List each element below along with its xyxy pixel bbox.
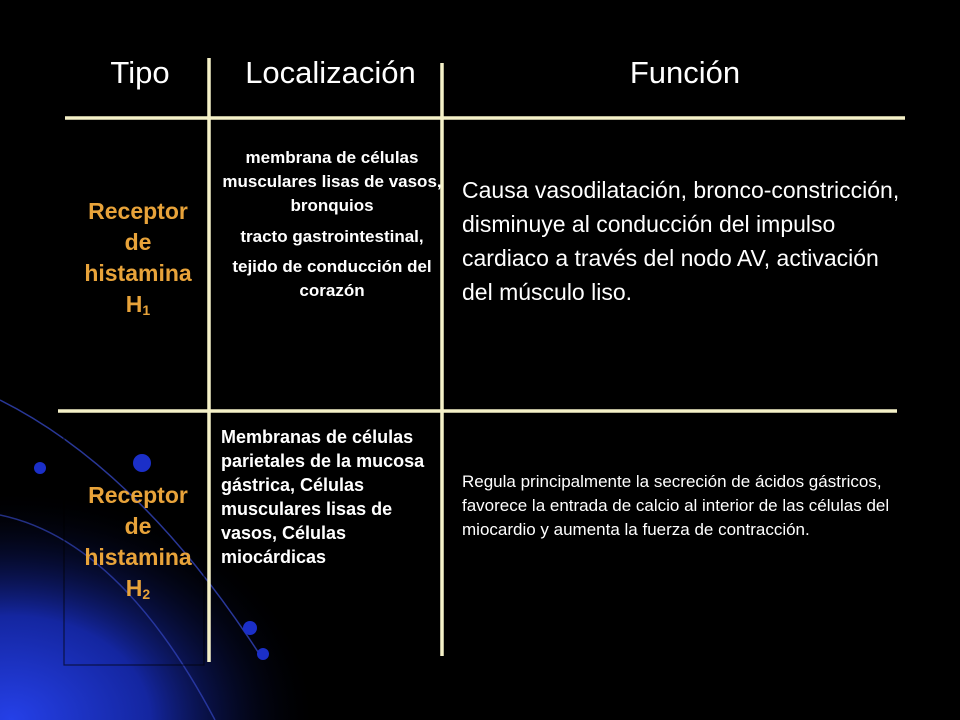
receptor-h2 (68, 480, 208, 610)
receptor-label: de (124, 513, 152, 539)
localizacion-h2: Membranas de células parietales de la mucosa gástrica, Células musculares lisas de vasos, Células miocárdicas (221, 427, 425, 567)
header-tipo: Tipo (110, 55, 170, 90)
header-localizacion: Localización (245, 55, 416, 90)
funcion-h2: Regula principalmente la secreción de ácidos gástricos, favorece la entrada de calcio al interior de las células del miocardio y aumenta la fuerza de contracción. (462, 472, 890, 539)
localizacion-item: tracto gastrointestinal, (240, 227, 424, 246)
funcion-h1: Causa vasodilatación, bronco-constricción, disminuye al conducción del impulso cardiaco a través del nodo AV, activación del músculo liso. (462, 177, 900, 305)
localizacion-item: membrana de células musculares lisas de vasos, bronquios (222, 148, 442, 215)
receptor-label: Receptor (88, 198, 188, 224)
receptor-subtype (68, 573, 208, 610)
receptor-label: de (124, 229, 152, 255)
receptor-label: histamina (84, 260, 192, 286)
receptor-label: Receptor (88, 482, 188, 508)
receptor-subtype (68, 289, 208, 326)
subtype-number: 1 (142, 302, 151, 318)
localizacion-h1 (214, 146, 450, 303)
header-funcion: Función (629, 55, 741, 90)
receptor-label: histamina (84, 544, 192, 570)
subtype-letter: H (125, 575, 143, 601)
subtype-number: 2 (142, 586, 151, 602)
receptor-h1 (68, 196, 208, 326)
localizacion-item: tejido de conducción del corazón (232, 257, 432, 300)
subtype-letter: H (125, 291, 143, 317)
